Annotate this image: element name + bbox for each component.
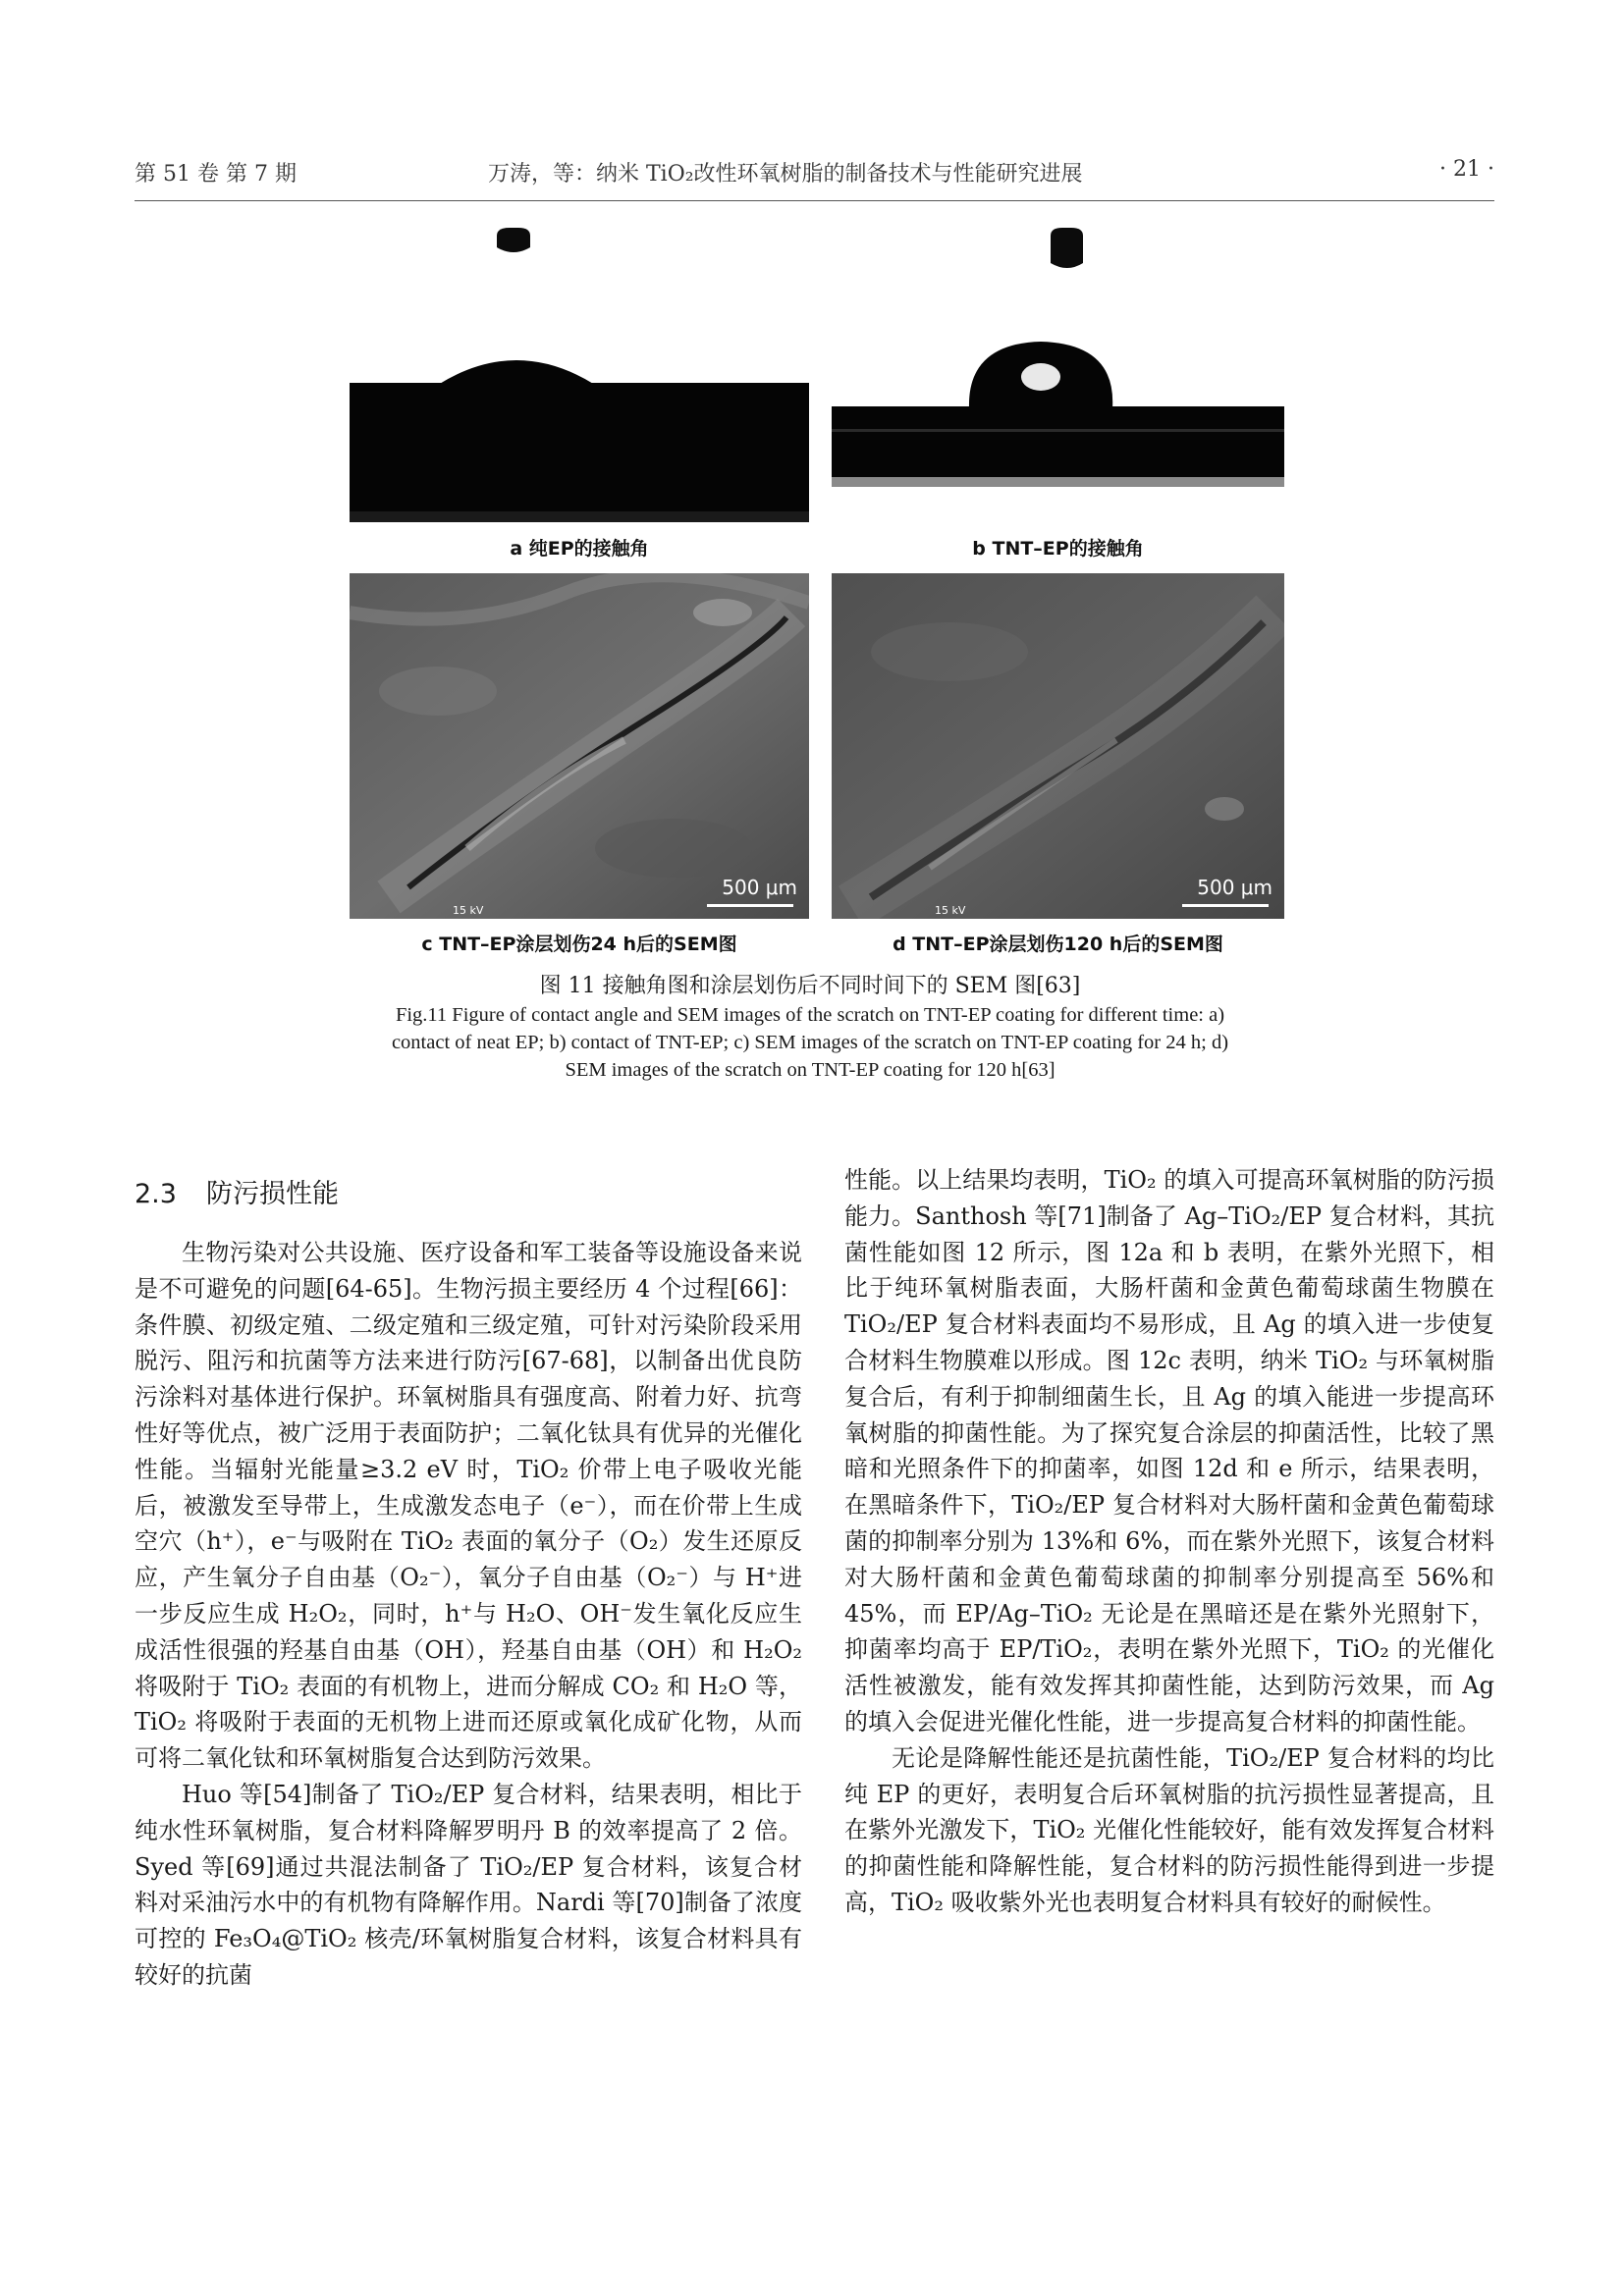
paragraph: 性能。以上结果均表明，TiO₂ 的填入可提高环氧树脂的防污损能力。Santhosh 等[71]制备了 Ag–TiO₂/EP 复合材料，其抗菌性能如图 12 所示，图 12a 和 b 表明，在紫外光照下，相比于纯环氧树脂表面，大肠杆菌和金黄色葡萄球菌生物膜在 TiO₂/EP 复合材料表面均不易形成，且 Ag 的填入进一步使复合材料生物膜难以形成。图 12c 表明，纳米 TiO₂ 与环氧树脂复合后，有利于抑制细菌生长，且 Ag 的填入能进一步提高环氧树脂的抑菌性能。为了探究复合涂层的抑菌活性，比较了黑暗和光照条件下的抑菌率，如图 12d 和 e 所示，结果表明，在黑暗条件下，TiO₂/EP 复合材料对大肠杆菌和金黄色葡萄球菌的抑制率分别为 13%和 6%，而在紫外光照下，该复合材料对大肠杆菌和金黄色葡萄球菌的抑制率分别提高至 56%和 45%，而 EP/Ag–TiO₂ 无论是在黑暗还是在紫外光照射下，抑菌率均高于 EP/TiO₂，表明在紫外光照下，TiO₂ 的光催化活性被激发，能有效发挥其抑菌性能，达到防污效果，而 Ag 的填入会促进光催化性能，进一步提高复合材料的抑菌性能。 (844, 1166, 1494, 1735)
scale-bar-d (1182, 904, 1269, 907)
section-heading (135, 1172, 339, 1210)
panel-c-caption: c TNT–EP涂层划伤24 h后的SEM图 (421, 934, 737, 955)
figure-title-en: Fig.11 Figure of contact angle and SEM images of the scratch on TNT-EP coating for different time: a) contact of neat EP; b) contact of TNT-EP; c) SEM images of the scratch on TNT-EP coating for 24 h; d) SEM images of the scratch on TNT-EP coating for 120 h[63] (391, 1004, 1229, 1081)
journal-volume: 第 51 卷 第 7 期 (135, 162, 297, 187)
kv-label-d: 15 kV (935, 904, 966, 917)
panel-a-caption: a 纯EP的接触角 (510, 538, 649, 560)
figure-panel-b (832, 228, 1284, 522)
panel-d-caption: d TNT–EP涂层划伤120 h后的SEM图 (893, 934, 1223, 955)
body-column-right (844, 1162, 1494, 1921)
figure-panel-d (832, 573, 1284, 919)
paragraph: 无论是降解性能还是抗菌性能，TiO₂/EP 复合材料的均比纯 EP 的更好，表明复合后环氧树脂的抗污损性显著提高，且在紫外光激发下，TiO₂ 光催化性能较好，能有效发挥复合材料的抑菌性能和降解性能，复合材料的防污损性能得到进一步提高，TiO₂ 吸收紫外光也表明复合材料具有较好的耐候性。 (844, 1743, 1494, 1916)
sem-image-d (832, 573, 1284, 919)
section-title: 防污损性能 (205, 1179, 339, 1209)
header-rule (135, 200, 1494, 201)
figure-panel-c (350, 573, 809, 919)
sem-image-c (350, 573, 809, 919)
section-number: 2.3 (135, 1179, 177, 1209)
scale-label-c: 500 μm (722, 876, 797, 899)
page-number: · 21 · (1439, 157, 1494, 182)
paragraph: 生物污染对公共设施、医疗设备和军工装备等设施设备来说是不可避免的问题[64-65]。生物污损主要经历 4 个过程[66]：条件膜、初级定殖、二级定殖和三级定殖，可针对污染阶段采用脱污、阻污和抗菌等方法来进行防污[67-68]，以制备出优良防污涂料对基体进行保护。环氧树脂具有强度高、附着力好、抗弯性好等优点，被广泛用于表面防护；二氧化钛具有优异的光催化性能。当辐射光能量≥3.2 eV 时，TiO₂ 价带上电子吸收光能后，被激发至导带上，生成激发态电子（e⁻），而在价带上生成空穴（h⁺），e⁻与吸附在 TiO₂ 表面的氧分子（O₂）发生还原反应，产生氧分子自由基（O₂⁻），氧分子自由基（O₂⁻）与 H⁺进一步反应生成 H₂O₂，同时，h⁺与 H₂O、OH⁻发生氧化反应生成活性很强的羟基自由基（OH），羟基自由基（OH）和 H₂O₂ 将吸附于 TiO₂ 表面的有机物上，进而分解成 CO₂ 和 H₂O 等，TiO₂ 将吸附于表面的无机物上进而还原或氧化成矿化物，从而可将二氧化钛和环氧树脂复合达到防污效果。 (135, 1239, 802, 1773)
running-header (135, 157, 1494, 196)
scale-bar-c (707, 904, 793, 907)
contact-angle-image-a (350, 228, 809, 522)
figure-panel-a (350, 228, 809, 522)
body-column-left (135, 1235, 802, 1994)
figure-title-cn: 图 11 接触角图和涂层划伤后不同时间下的 SEM 图[63] (539, 974, 1081, 998)
contact-angle-image-b (832, 228, 1284, 522)
panel-b-caption: b TNT–EP的接触角 (972, 538, 1144, 560)
kv-label-c: 15 kV (453, 904, 484, 917)
paragraph: Huo 等[54]制备了 TiO₂/EP 复合材料，结果表明，相比于纯水性环氧树脂，复合材料降解罗明丹 B 的效率提高了 2 倍。Syed 等[69]通过共混法制备了 TiO₂/EP 复合材料，该复合材料对采油污水中的有机物有降解作用。Nardi 等[70]制备了浓度可控的 Fe₃O₄@TiO₂ 核壳/环氧树脂复合材料，该复合材料具有较好的抗菌 (135, 1780, 802, 1989)
scale-label-d: 500 μm (1197, 876, 1272, 899)
running-title: 万涛，等：纳米 TiO₂改性环氧树脂的制备技术与性能研究进展 (488, 162, 1083, 187)
